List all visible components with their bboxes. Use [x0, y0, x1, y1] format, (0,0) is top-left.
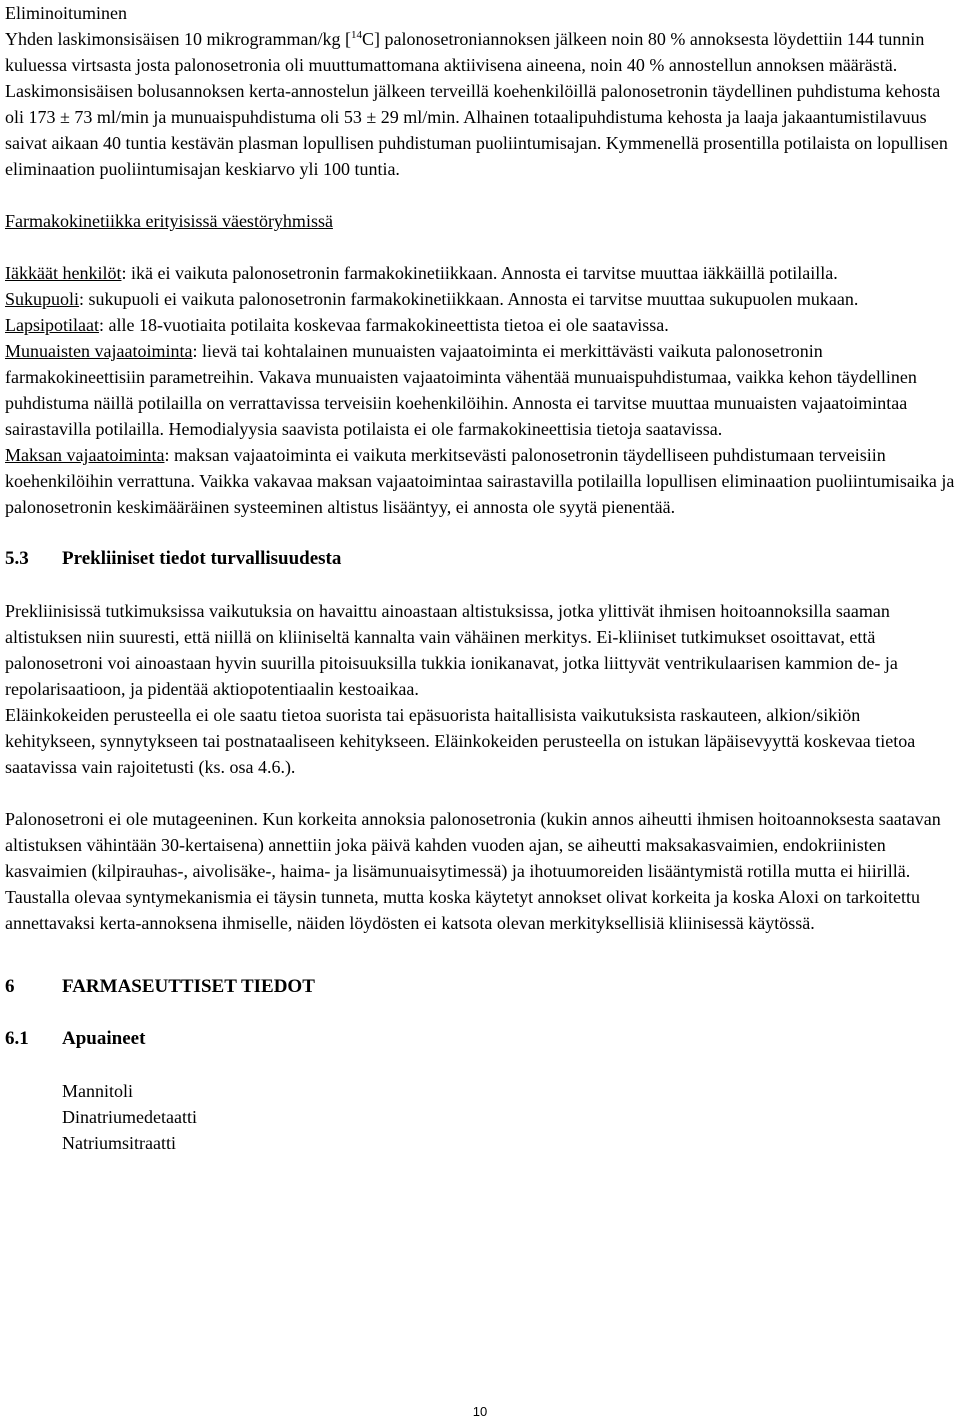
hepatic-label: Maksan vajaatoiminta [5, 445, 165, 465]
section-6-title: FARMASEUTTISET TIEDOT [62, 976, 315, 997]
document-page [5, 0, 955, 1156]
elimination-text-b: C] palonosetroniannoksen jälkeen noin 80 % annoksesta löydettiin 144 tunnin kuluessa virtsasta josta palonosetronia oli muuttumattomana aktiivisena aineena, noin 40 % annostellun annoksen määrästä. Laskimonsisäisen bolusannoksen kerta-annostelun jälkeen terveillä koehenkilöillä palonosetronin täydellinen puhdistuma kehosta oli 173 ± 73 ml/min ja munuaispuhdistuma oli 53 ± 29 ml/min. Alhainen totaalipuhdistuma kehosta ja laaja jakaantumistilavuus saivat aikaan 40 tuntia kestävän plasman lopullisen puhdistuman puoliintumisajan. Kymmenellä prosentilla potilaista on lopullisen eliminaation puoliintumisajan keskiarvo yli 100 tuntia. [5, 29, 948, 179]
children-paragraph [5, 312, 955, 338]
preclinical-paragraph-3: Palonosetroni ei ole mutageeninen. Kun korkeita annoksia palonosetronia (kukin annos aiheutti ihmisen hoitoannoksesta saatavan altistuksen vähintään 30-kertaisena) annettiin joka päivä kahden vuoden ajan, se aiheutti maksakasvaimien, endokriinisten kasvaimien (kilpirauhas-, aivolisäke-, haima- ja lisämunuaisytimessä) ja ihotuumoreiden lisääntymistä rotilla mutta ei hiirillä. Taustalla olevaa syntymekanismia ei täysin tunneta, mutta koska käytetyt annokset olivat korkeita ja koska Aloxi on tarkoitettu annettavaksi kerta-annoksena ihmiselle, näiden löydösten ei katsota olevan merkityksellisiä kliinisessä käytössä. [5, 809, 941, 933]
elderly-label: Iäkkäät henkilöt [5, 263, 122, 283]
hepatic-paragraph [5, 442, 955, 520]
children-label: Lapsipotilaat [5, 315, 99, 335]
elimination-heading: Eliminoituminen [5, 3, 127, 23]
section-5-3-title: Prekliiniset tiedot turvallisuudesta [62, 548, 342, 569]
section-6-heading [5, 974, 955, 1000]
elimination-paragraph [5, 26, 955, 182]
renal-label: Munuaisten vajaatoiminta [5, 341, 193, 361]
section-6-1-title: Apuaineet [62, 1028, 146, 1049]
special-populations-heading: Farmakokinetiikka erityisissä väestöryhmissä [5, 211, 333, 231]
gender-text: : sukupuoli ei vaikuta palonosetronin farmakokinetiikkaan. Annosta ei tarvitse muuttaa sukupuolen mukaan. [79, 289, 859, 309]
gender-label: Sukupuoli [5, 289, 80, 309]
renal-text: : lievä tai kohtalainen munuaisten vajaatoiminta ei merkittävästi vaikuta palonosetronin farmakokineettisiin parametreihin. Vakava munuaisten vajaatoiminta vähentää munuaispuhdistumaa, vaikka kehon täydellinen puhdistuma näillä potilailla on verrattavissa terveisiin koehenkilöihin. Annosta ei tarvitse muuttaa munuaisten vajaatoimintaa sairastavilla potilailla. Hemodialyysia saavista potilaista ei ole farmakokineettisia tietoja saatavissa. [5, 341, 917, 439]
renal-paragraph [5, 338, 955, 442]
list-item: Dinatriumedetaatti [62, 1107, 197, 1127]
elimination-text-a: Yhden laskimonsisäisen 10 mikrogramman/kg [ [5, 29, 351, 49]
section-6-number: 6 [5, 976, 15, 997]
elderly-text: : ikä ei vaikuta palonosetronin farmakokinetiikkaan. Annosta ei tarvitse muuttaa iäkkäillä potilailla. [121, 263, 838, 283]
preclinical-paragraph-2: Eläinkokeiden perusteella ei ole saatu tietoa suorista tai epäsuorista haitallisista vaikutuksista raskauteen, alkion/sikiön kehitykseen, synnytykseen tai postnataaliseen kehitykseen. Eläinkokeiden perusteella on istukan läpäisevyyttä koskevaa tietoa saatavissa vain rajoitetusti (ks. osa 4.6.). [5, 705, 916, 777]
preclinical-paragraph-1: Prekliinisissä tutkimuksissa vaikutuksia on havaittu ainoastaan altistuksissa, jotka ylittivät ihmisen hoitoannoksilla saaman altistuksen niin suuresti, että niillä on kliiniseltä kannalta vain vähäinen merkitys. Ei-kliiniset tutkimukset osoittavat, että palonosetroni voi ainoastaan hyvin suurilla pitoisuuksilla tukkia ionikanavat, jotka liittyvät ventrikulaarisen kammion de- ja repolarisaatioon, ja pidentää aktiopotentiaalin kestoaikaa. [5, 601, 898, 699]
list-item: Natriumsitraatti [62, 1133, 176, 1153]
hepatic-text: : maksan vajaatoiminta ei vaikuta merkitsevästi palonosetronin täydelliseen puhdistumaan terveisiin koehenkilöihin verrattuna. Vaikka vakavaa maksan vajaatoimintaa sairastavilla potilailla lopullisen eliminaation puoliintumisaika ja palonosetronin keskimääräinen systeeminen altistus lisääntyy, ei annosta ole syytä pienentää. [5, 445, 955, 517]
page-number: 10 [472, 1404, 488, 1419]
section-5-3-number: 5.3 [5, 548, 29, 569]
children-text: : alle 18-vuotiaita potilaita koskevaa farmakokineettista tietoa ei ole saatavissa. [98, 315, 669, 335]
elderly-paragraph [5, 260, 955, 286]
excipient-list [5, 1078, 955, 1156]
list-item: Mannitoli [62, 1081, 133, 1101]
isotope-superscript: 14 [350, 29, 362, 41]
section-6-1-heading [5, 1026, 955, 1052]
section-5-3-heading [5, 546, 955, 572]
gender-paragraph [5, 286, 955, 312]
section-6-1-number: 6.1 [5, 1028, 29, 1049]
